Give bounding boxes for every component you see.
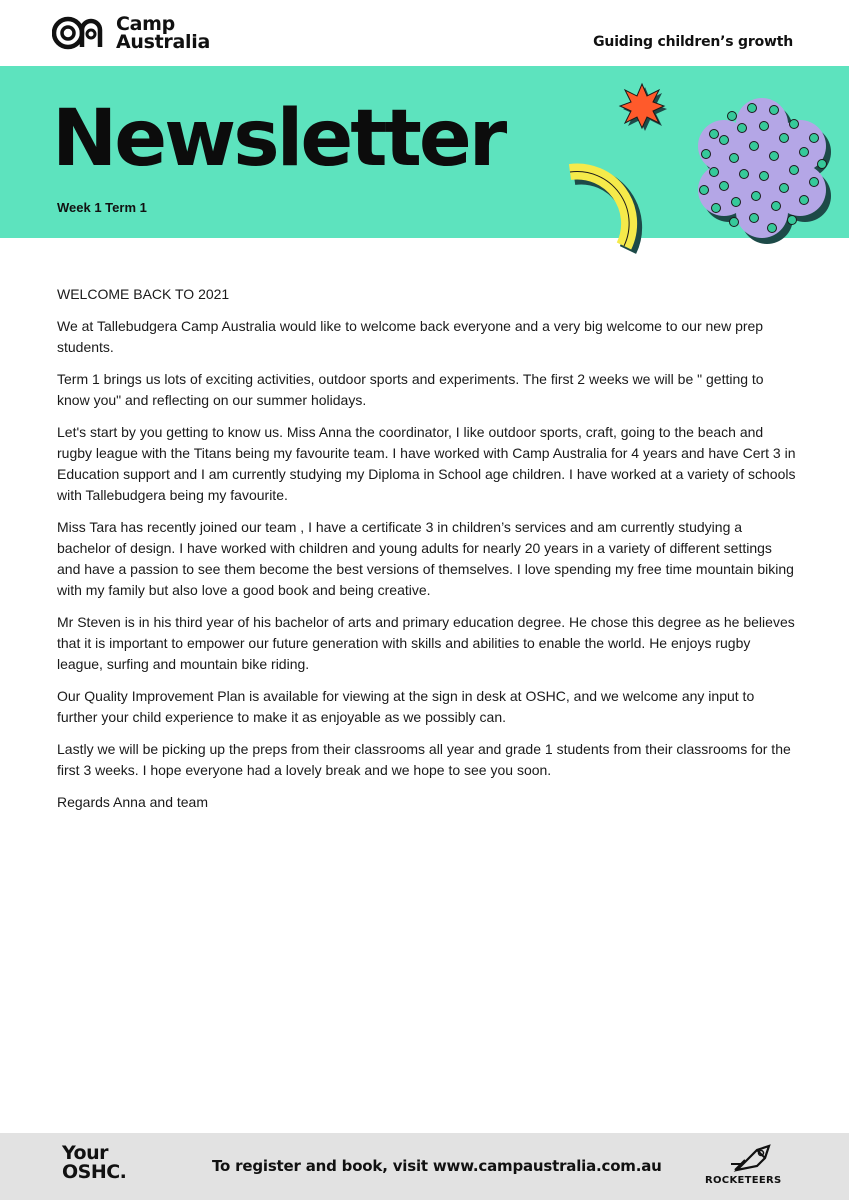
your-oshc-logo[interactable]: [62, 1144, 126, 1182]
tagline: Guiding children’s growth: [593, 34, 793, 50]
paragraph: Let's start by you getting to know us. Miss Anna the coordinator, I like outdoor sports, craft, going to the beach and rugby league with the Titans being my favourite team. I have worked with Camp Australia for 4 years and have Cert 3 in Education support and I am currently studying my Diploma in School age children. I have worked at a variety of schools with Tallebudgera being my favourite.: [57, 424, 796, 503]
your-oshc-line-1: Your: [62, 1142, 108, 1164]
camp-australia-logo[interactable]: [52, 14, 210, 52]
register-link[interactable]: To register and book, visit www.campaustralia.com.au: [212, 1157, 662, 1175]
paragraph: Lastly we will be picking up the preps from their classrooms all year and grade 1 students from their classrooms for the first 3 weeks. I hope everyone had a lovely break and we hope to see you soon.: [57, 741, 791, 778]
arc-shape-icon: [570, 172, 633, 250]
logo-line-1: Camp: [116, 13, 175, 35]
newsletter-subtitle: Week 1 Term 1: [57, 200, 147, 215]
flower-shape-icon: [698, 98, 831, 244]
paragraph: Miss Tara has recently joined our team , I have a certificate 3 in children’s services and am currently studying a bachelor of design. I have worked with children and young adults for nearly 20 years in a variety of different settings and have a passion to see them become the best versions of themselves. I love spending my free time mountain biking with my family but also love a good book and being creative.: [57, 519, 794, 598]
logo-line-2: Australia: [116, 31, 210, 53]
paragraph: Mr Steven is in his third year of his bachelor of arts and primary education degree. He chose this degree as he believes that it is important to empower our future generation with skills and abilities to enable the world. He enjoys rugby league, surfing and mountain bike riding.: [57, 614, 795, 672]
logo-text: [116, 15, 210, 51]
rocket-icon: [727, 1142, 777, 1174]
camp-australia-logo-icon: [52, 14, 110, 52]
paragraph: We at Tallebudgera Camp Australia would like to welcome back everyone and a very big welcome to our new prep students.: [57, 318, 764, 355]
rocketeers-logo[interactable]: ROCKETEERS: [705, 1175, 782, 1186]
newsletter-title: Newsletter: [52, 94, 505, 184]
header: [0, 0, 849, 66]
paragraph: Term 1 brings us lots of exciting activities, outdoor sports and experiments. The first 2 weeks we will be " getting to know you" and reflecting on our summer holidays.: [57, 371, 764, 408]
newsletter-body: [57, 284, 797, 824]
paragraph-heading: WELCOME BACK TO 2021: [57, 286, 230, 302]
signature-line: Regards Anna and team: [57, 794, 208, 810]
your-oshc-line-2: OSHC.: [62, 1161, 127, 1183]
starburst-icon: [620, 84, 667, 131]
decorative-shapes: [560, 80, 849, 260]
paragraph: Our Quality Improvement Plan is available for viewing at the sign in desk at OSHC, and we welcome any input to further your child experience to make it as enjoyable as we possibly can.: [57, 688, 755, 725]
